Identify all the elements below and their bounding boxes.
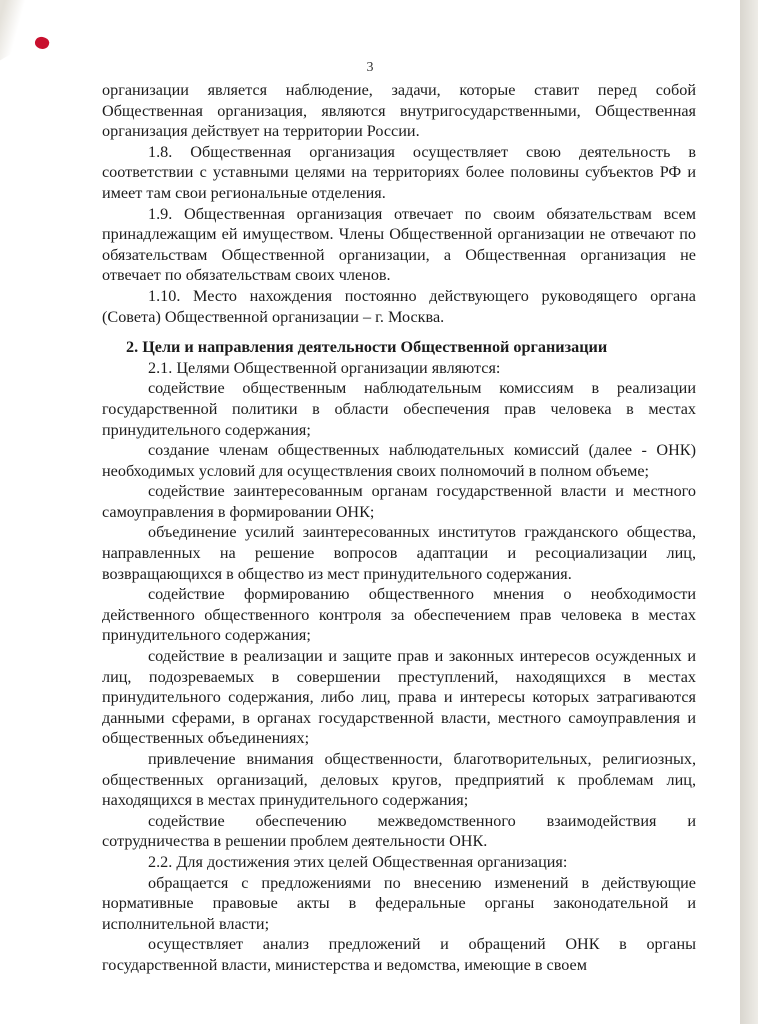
page-corner-fold — [0, 0, 60, 66]
page-number: 3 — [366, 60, 374, 75]
paragraph: 1.8. Общественная организация осуществляет свою деятельность в соответствии с уставными целями на территориях более половины субъектов РФ и имеет там свои региональные отделения. — [102, 142, 696, 202]
paragraph: содействие формированию общественного мнения о необходимости действенного общественного контроля за обеспечением прав человека в местах принудительного содержания; — [102, 585, 696, 645]
paragraph: 1.9. Общественная организация отвечает по своим обязательствам всем принадлежащим ей имуществом. Члены Общественной организации не отвечают по обязательствам Общественной организации, а Общественная организация не отвечает по обязательствам своих членов. — [102, 204, 696, 285]
paragraph: содействие общественным наблюдательным комиссиям в реализации государственной политики в области обеспечения прав человека в местах принудительного содержания; — [102, 379, 696, 439]
paragraph: 2.2. Для достижения этих целей Общественная организация: — [148, 852, 568, 871]
paragraph: объединение усилий заинтересованных институтов гражданского общества, направленных на решение вопросов адаптации и ресоциализации лиц, возвращающихся в общество из мест принудительного содержания. — [102, 523, 696, 583]
paragraph: содействие обеспечению межведомственного взаимодействия и сотрудничества в решении проблем деятельности ОНК. — [102, 811, 696, 851]
paragraph: осуществляет анализ предложений и обращений ОНК в органы государственной власти, министерства и ведомства, имеющие в своем — [102, 935, 696, 974]
paragraph: обращается с предложениями по внесению изменений в действующие нормативные правовые акты в федеральные органы законодательной и исполнительной власти; — [102, 873, 696, 933]
paragraph: организации является наблюдение, задачи, которые ставит перед собой Общественная организация, являются внутригосударственными, Общественная организация действует на территории России. — [102, 81, 696, 141]
paragraph: привлечение внимания общественности, благотворительных, религиозных, общественных организаций, деловых кругов, предприятий к проблемам лиц, находящихся в местах принудительного содержания; — [102, 750, 696, 810]
paragraph: содействие в реализации и защите прав и законных интересов осужденных и лиц, подозреваемых в совершении преступлений, находящихся в местах принудительного содержания, либо лиц, права и интересы которых затрагиваются данными сферами, в органах государственной власти, местного самоуправления и общественных объединениях; — [102, 647, 696, 748]
paragraph: создание членам общественных наблюдательных комиссий (далее - ОНК) необходимых условий для осуществления своих полномочий в полном объеме; — [102, 441, 696, 480]
red-ink-mark — [33, 35, 50, 51]
paragraph: 1.10. Место нахождения постоянно действующего руководящего органа (Совета) Общественной организации – г. Москва. — [102, 286, 696, 326]
paragraph: содействие заинтересованным органам государственной власти и местного самоуправления в формировании ОНК; — [102, 482, 696, 521]
document-body — [102, 80, 696, 976]
section-heading: 2. Цели и направления деятельности Общественной организации — [126, 338, 608, 357]
background-edge — [740, 0, 758, 1024]
paragraph: 2.1. Целями Общественной организации являются: — [148, 358, 501, 377]
